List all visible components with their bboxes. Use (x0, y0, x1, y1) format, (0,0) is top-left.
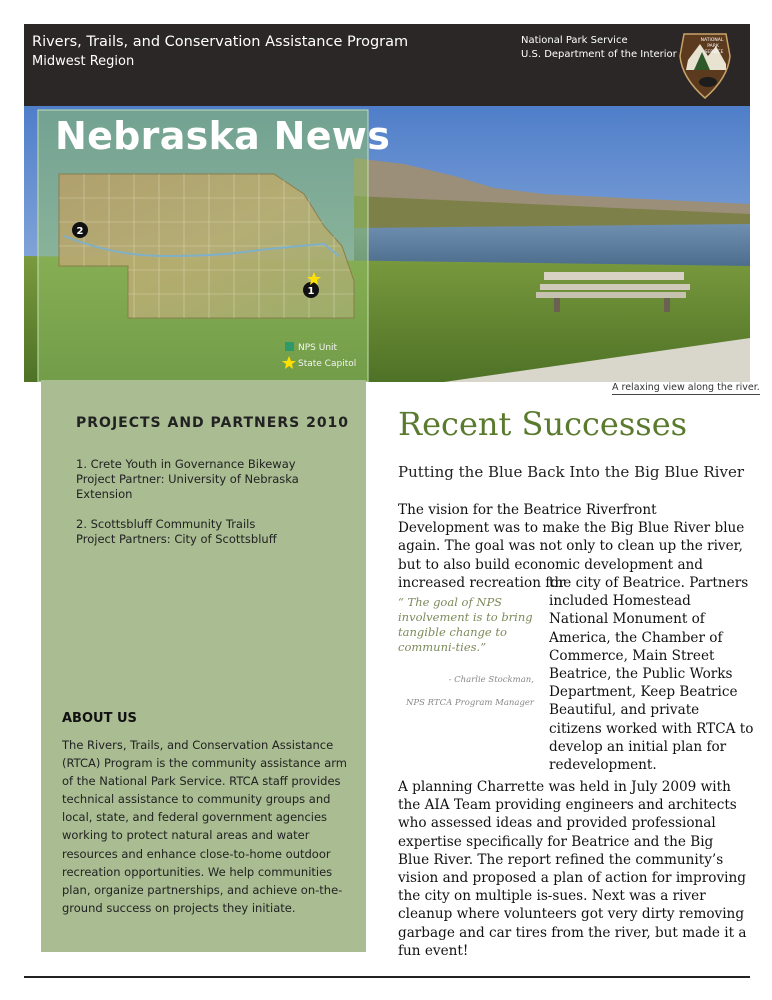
region-name: Midwest Region (32, 54, 135, 69)
sidebar-panel (41, 380, 366, 952)
photo-caption: A relaxing view along the river. (612, 382, 760, 393)
logo-text-park: PARK (707, 44, 719, 49)
article-para-1-bottom: the city of Beatrice. Partners included Homestead National Monument of America, the Chamber of Commerce, Main Street Beatrice, the Public Works Department, Keep Beatrice Beautiful, and private citizens worked with RTCA to develop an initial plan for redevelopment. (549, 575, 754, 774)
project-1-partner-cont: Extension (76, 487, 133, 501)
nps-unit-legend-swatch (285, 342, 294, 351)
legend-state-capitol: State Capitol (298, 359, 357, 369)
project-2-partner: Project Partners: City of Scottsbluff (76, 532, 277, 546)
project-1-title: 1. Crete Youth in Governance Bikeway (76, 457, 296, 471)
header-bar (24, 24, 750, 106)
section-title: Recent Successes (398, 405, 688, 443)
bottom-rule (24, 976, 750, 978)
project-1 (76, 457, 346, 502)
department-name: U.S. Department of the Interior (521, 49, 677, 60)
article-subhead: Putting the Blue Back Into the Big Blue River (398, 463, 744, 481)
about-body: The Rivers, Trails, and Conservation Assistance (RTCA) Program is the community assistance arm of the National Park Service. RTCA staff provides technical assistance to community groups and local, state, and federal government agencies working to protect natural areas and water resources and enhance close-to-home outdoor recreation opportunities. We help communities plan, organize partnerships, and achieve on-the-ground success on projects they initiate. (62, 738, 347, 915)
logo-text-national: NATIONAL (700, 38, 724, 43)
project-2 (76, 517, 346, 547)
legend-nps-unit: NPS Unit (298, 343, 338, 353)
quote-attribution-title: NPS RTCA Program Manager (405, 698, 534, 708)
article-para-2: A planning Charrette was held in July 2009 with the AIA Team providing engineers and architects who assessed ideas and provided professional expertise specifically for Beatrice and the Big Blue River. The report refined the community’s vision and proposed a plan of action for improving the city on multiple is-sues. Next was a river cleanup where volunteers got very dirty removing garbage and car tires from the river, but made it a fun event! (398, 779, 747, 959)
project-2-title: 2. Scottsbluff Community Trails (76, 517, 256, 531)
agency-name: National Park Service (521, 35, 628, 46)
nps-arrowhead-logo (678, 30, 732, 100)
header-program-block (32, 33, 408, 71)
map-marker-1: 1 (307, 286, 315, 297)
project-1-partner: Project Partner: University of Nebraska (76, 472, 299, 486)
quote-attribution-name: - Charlie Stockman, (448, 675, 534, 685)
newsletter-title: Nebraska News (55, 114, 391, 158)
pull-quote: “ The goal of NPS involvement is to bring tangible change to communi-ties.” (398, 595, 533, 654)
agency-block (521, 34, 677, 62)
logo-text-service: SERVICE (704, 50, 724, 55)
projects-heading: PROJECTS AND PARTNERS 2010 (76, 415, 350, 431)
about-heading: ABOUT US (62, 711, 137, 726)
map-marker-2: 2 (76, 226, 84, 237)
article-para-1-top: The vision for the Beatrice Riverfront Development was to make the Big Blue River blue again. The goal was not only to clean up the river, but to also build economic development and increased recreation for (398, 502, 745, 591)
program-name: Rivers, Trails, and Conservation Assistance Program (32, 34, 409, 50)
